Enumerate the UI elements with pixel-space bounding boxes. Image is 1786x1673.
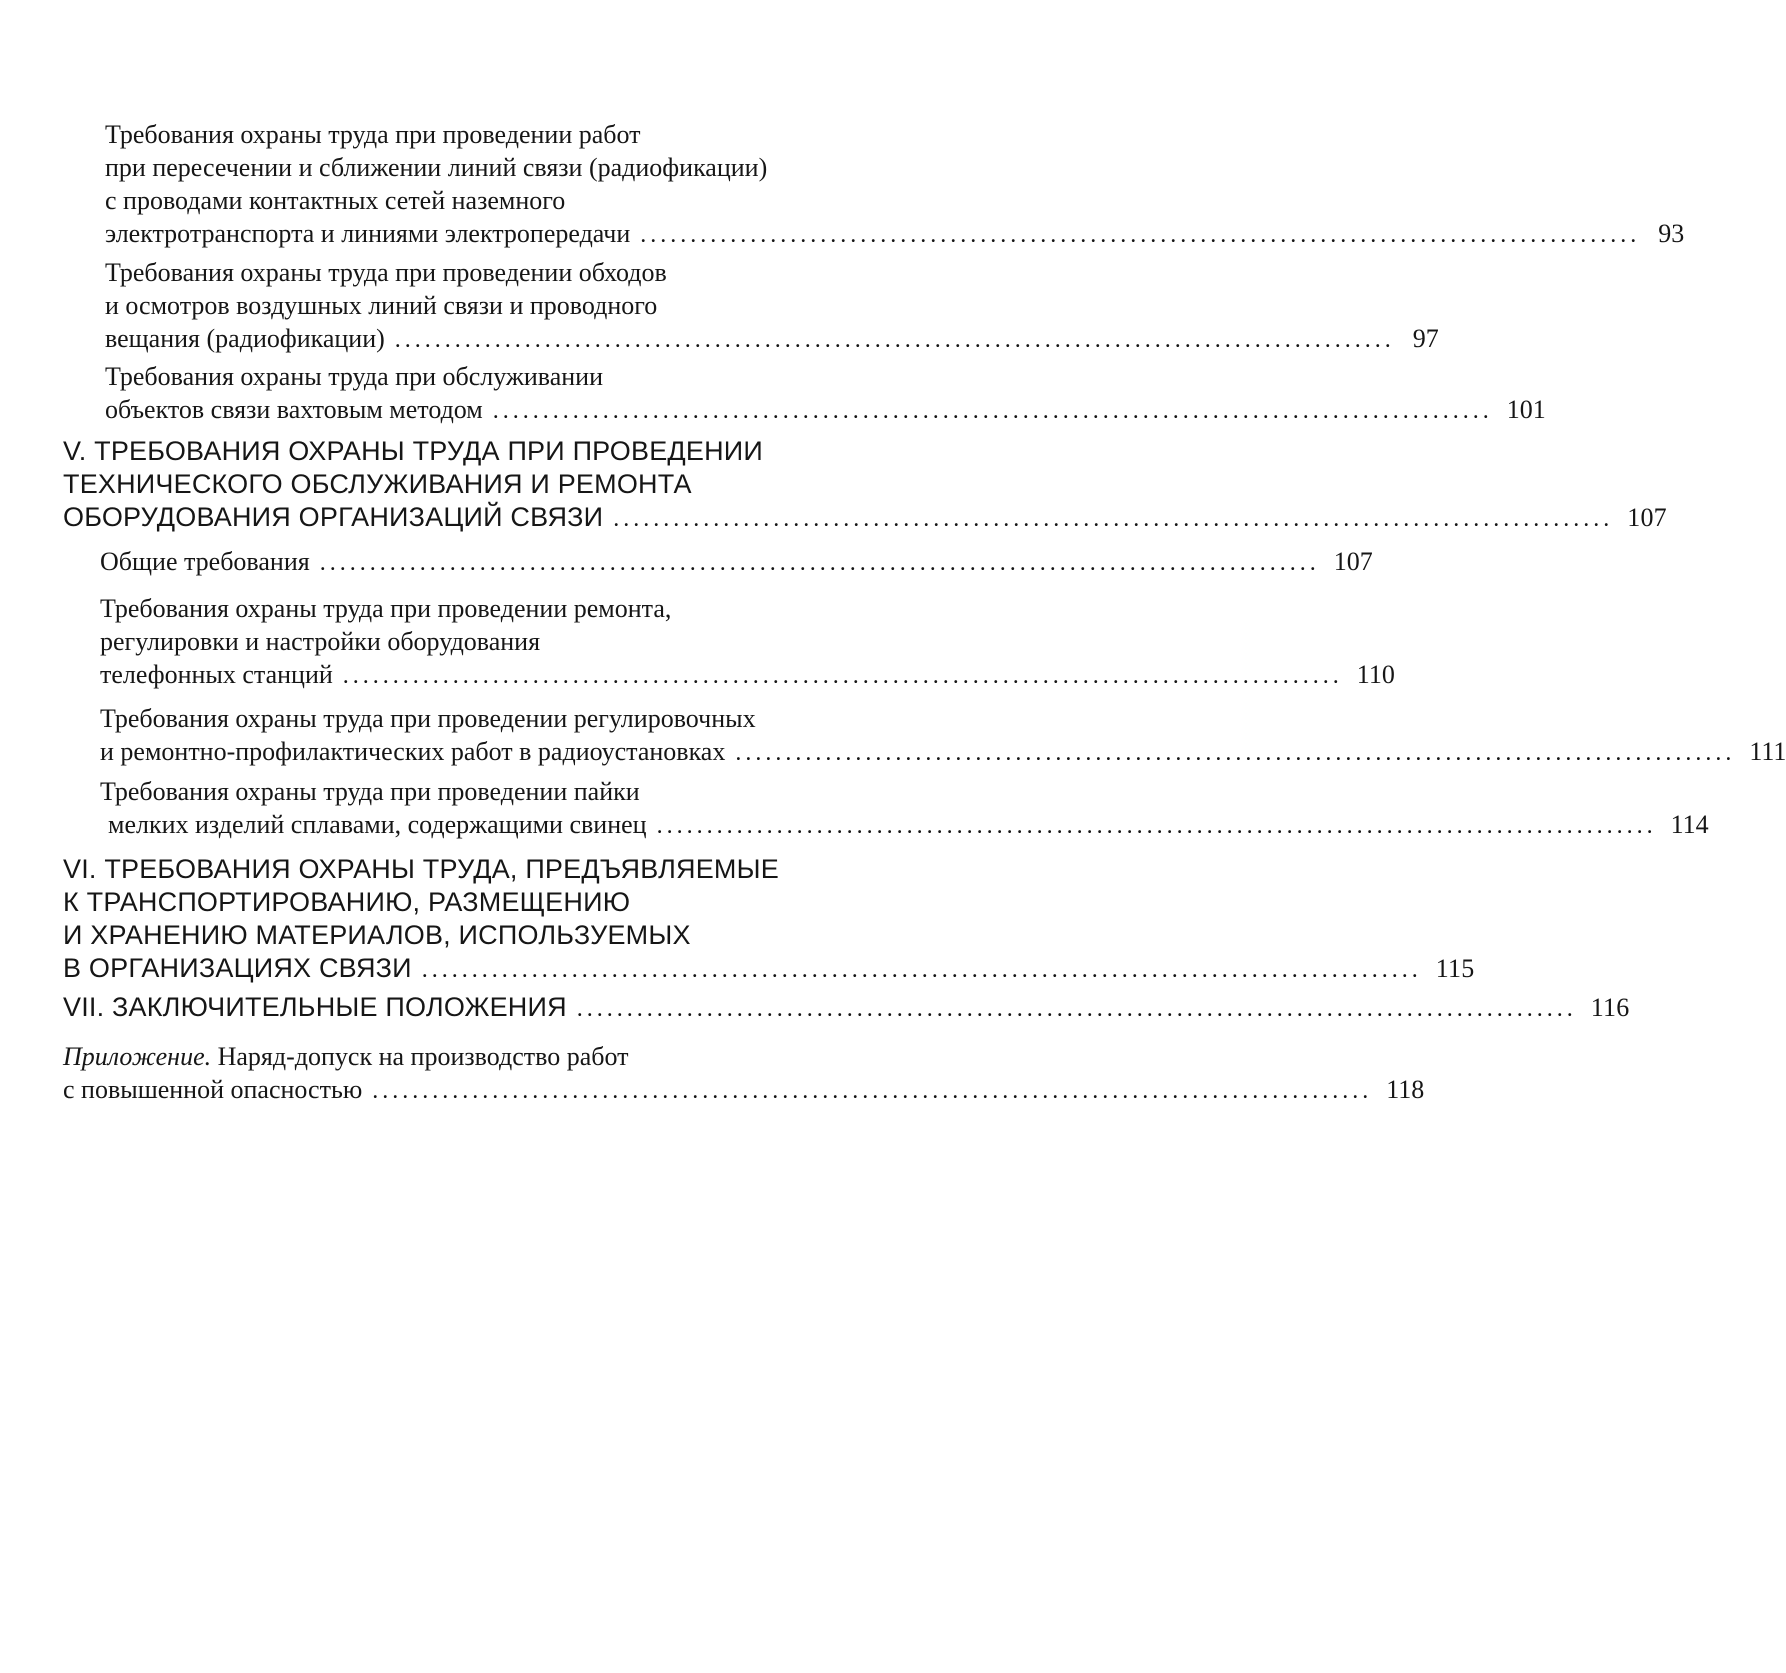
toc-section-text-line: В ОРГАНИЗАЦИЯХ СВЯЗИ [63, 953, 412, 983]
toc-page-number: 107 [1333, 547, 1373, 576]
toc-entry-line-inspections[interactable] [105, 256, 1439, 355]
toc-page-number: 93 [1658, 219, 1685, 248]
dot-leader: .................................................................................................... [576, 996, 1577, 1022]
toc-entry-text-line: с проводами контактных сетей наземного [105, 186, 566, 215]
toc-entry-text-line: электротранспорта и линиями электропередачи [105, 219, 631, 248]
toc-page-number: 118 [1386, 1075, 1425, 1104]
toc-section-text-line: ТЕХНИЧЕСКОГО ОБСЛУЖИВАНИЯ И РЕМОНТА [63, 469, 692, 499]
toc-section-text-line: VI. ТРЕБОВАНИЯ ОХРАНЫ ТРУДА, ПРЕДЪЯВЛЯЕМЫЕ [63, 854, 779, 884]
toc-entry-text-line: и ремонтно-профилактических работ в радиоустановках [100, 737, 726, 766]
toc-section-text-line: V. ТРЕБОВАНИЯ ОХРАНЫ ТРУДА ПРИ ПРОВЕДЕНИИ [63, 436, 764, 466]
dot-leader: .................................................................................................... [394, 327, 1395, 353]
toc-page-number: 111 [1749, 737, 1786, 766]
toc-entry-work-near-power-lines[interactable] [105, 118, 1685, 250]
dot-leader: .................................................................................................... [640, 222, 1641, 248]
toc-entry-text-line: мелких изделий сплавами, содержащими свинец [108, 810, 647, 839]
dot-leader: .................................................................................................... [735, 740, 1736, 766]
toc-section-vii[interactable] [63, 991, 1630, 1024]
toc-page-number: 107 [1627, 503, 1667, 532]
toc-entry-appendix[interactable] [63, 1040, 1425, 1106]
toc-entry-text-line: телефонных станций [100, 660, 333, 689]
toc-entry-text-line: объектов связи вахтовым методом [105, 395, 483, 424]
toc-entry-general-requirements[interactable] [100, 545, 1373, 578]
toc-entry-text-line: Общие требования [100, 547, 310, 576]
toc-entry-soldering[interactable] [100, 775, 1709, 841]
toc-page-number: 115 [1435, 954, 1475, 983]
toc-section-text-line: К ТРАНСПОРТИРОВАНИЮ, РАЗМЕЩЕНИЮ [63, 887, 631, 917]
toc-entry-text-line: Требования охраны труда при проведении регулировочных [100, 704, 756, 733]
toc-page-number: 97 [1412, 324, 1439, 353]
dot-leader: .................................................................................................... [656, 813, 1657, 839]
toc-entry-telephone-stations[interactable] [100, 592, 1395, 691]
toc-entry-radio-installations[interactable] [100, 702, 1786, 768]
dot-leader: .................................................................................................... [372, 1078, 1373, 1104]
toc-entry-text-line: регулировки и настройки оборудования [100, 627, 541, 656]
toc-page-number: 101 [1506, 395, 1546, 424]
toc-entry-text-line: Требования охраны труда при проведении работ [105, 120, 641, 149]
dot-leader: .................................................................................................... [319, 550, 1320, 576]
toc-entry-text-line: и осмотров воздушных линий связи и проводного [105, 291, 658, 320]
dot-leader: .................................................................................................... [342, 663, 1343, 689]
toc-section-v[interactable] [63, 435, 1667, 534]
toc-entry-text-line: Требования охраны труда при проведении ремонта, [100, 594, 672, 623]
toc-page-number: 114 [1670, 810, 1709, 839]
toc-entry-text-line: Наряд-допуск на производство работ [217, 1042, 629, 1071]
toc-page-number: 116 [1590, 993, 1630, 1022]
toc-section-text-line: VII. ЗАКЛЮЧИТЕЛЬНЫЕ ПОЛОЖЕНИЯ [63, 992, 567, 1022]
toc-page-number: 110 [1356, 660, 1395, 689]
toc-section-text-line: И ХРАНЕНИЮ МАТЕРИАЛОВ, ИСПОЛЬЗУЕМЫХ [63, 920, 691, 950]
toc-entry-text-line: с повышенной опасностью [63, 1075, 363, 1104]
toc-entry-shift-method[interactable] [105, 360, 1546, 426]
toc-entry-text-line: Требования охраны труда при проведении обходов [105, 258, 667, 287]
toc-entry-text-line: Требования охраны труда при обслуживании [105, 362, 603, 391]
toc-entry-text-line: при пересечении и сближении линий связи (радиофикации) [105, 153, 768, 182]
dot-leader: .................................................................................................... [421, 957, 1422, 983]
dot-leader: .................................................................................................... [492, 398, 1493, 424]
toc-entry-text-line: Требования охраны труда при проведении пайки [100, 777, 640, 806]
appendix-label: Приложение. [63, 1042, 212, 1071]
dot-leader: .................................................................................................... [613, 506, 1614, 532]
toc-section-text-line: ОБОРУДОВАНИЯ ОРГАНИЗАЦИЙ СВЯЗИ [63, 502, 604, 532]
toc-section-vi[interactable] [63, 853, 1475, 985]
toc-entry-text-line: вещания (радиофикации) [105, 324, 385, 353]
